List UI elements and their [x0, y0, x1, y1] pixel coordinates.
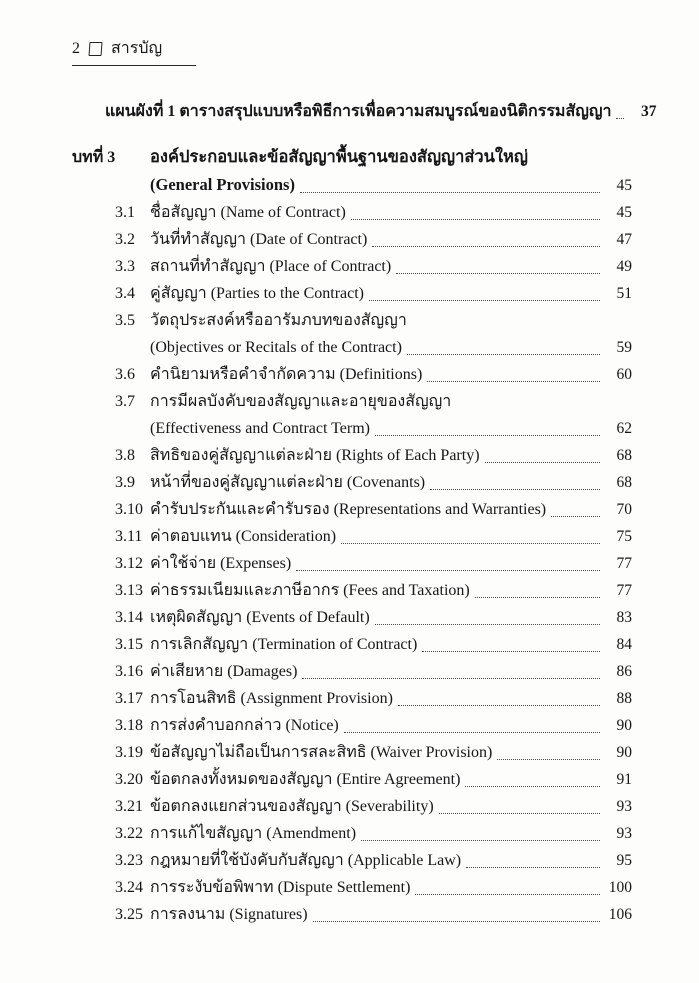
toc-entry-page: 68: [616, 474, 632, 491]
dot-leader: [466, 867, 600, 868]
toc-entry-page: 100: [608, 879, 632, 896]
dot-leader: [398, 705, 600, 706]
toc-entry-text: ค่าเสียหาย (Damages): [150, 663, 298, 680]
toc-entry-text: คู่สัญญา (Parties to the Contract): [150, 285, 365, 302]
toc-entry: [72, 388, 632, 415]
chapter-heading-line2: [72, 171, 632, 199]
dot-leader: [430, 489, 600, 490]
dot-leader: [422, 651, 600, 652]
toc-list: [72, 199, 632, 928]
dot-leader: [415, 894, 600, 895]
toc-entry: [72, 766, 632, 793]
header-row: [72, 40, 632, 66]
toc-entry-number: 3.19: [115, 744, 143, 761]
toc-entry-text: หน้าที่ของคู่สัญญาแต่ละฝ่าย (Covenants): [150, 474, 426, 491]
toc-entry: [72, 739, 632, 766]
toc-entry-number: 3.16: [115, 663, 143, 680]
toc-entry-page: 59: [616, 339, 632, 356]
toc-entry-number: 3.11: [115, 528, 143, 545]
toc-entry-text: ค่าใช้จ่าย (Expenses): [150, 555, 292, 572]
toc-entry: [72, 712, 632, 739]
dot-leader: [396, 273, 600, 274]
header-title: สารบัญ: [111, 40, 163, 57]
toc-entry-text: การโอนสิทธิ (Assignment Provision): [150, 690, 393, 707]
header-page-number: 2: [72, 40, 80, 57]
toc-entry: [72, 199, 632, 226]
toc-entry: [72, 658, 632, 685]
toc-entry-page: 86: [616, 663, 632, 680]
toc-entry-number: 3.24: [115, 879, 143, 896]
toc-entry-number: 3.12: [115, 555, 143, 572]
toc-entry-number: 3.15: [115, 636, 143, 653]
toc-entry: [72, 442, 632, 469]
chapter-title-thai: องค์ประกอบและข้อสัญญาพื้นฐานของสัญญาส่วนใหญ่: [150, 147, 528, 166]
toc-entry-page: 83: [616, 609, 632, 626]
toc-entry: [72, 793, 632, 820]
toc-entry-text: กฎหมายที่ใช้บังคับกับสัญญา (Applicable Law): [150, 852, 462, 869]
dot-leader: [341, 543, 600, 544]
toc-entry-page: 47: [616, 231, 632, 248]
chapter-number-label: บทที่ 3: [72, 149, 116, 166]
toc-entry-page: 93: [616, 825, 632, 842]
dot-leader: [313, 921, 600, 922]
toc-entry-continuation: [72, 415, 632, 442]
toc-entry-number: 3.6: [115, 366, 135, 383]
toc-entry-page: 90: [616, 717, 632, 734]
dot-leader: [375, 624, 600, 625]
toc-entry-text: (Objectives or Recitals of the Contract): [150, 339, 402, 356]
dot-leader: [351, 219, 600, 220]
toc-entry: [72, 550, 632, 577]
toc-entry-text: การลงนาม (Signatures): [150, 906, 308, 923]
toc-entry-page: 62: [616, 420, 632, 437]
dot-leader: [497, 759, 600, 760]
toc-entry: [72, 874, 632, 901]
toc-entry-text: ข้อสัญญาไม่ถือเป็นการสละสิทธิ (Waiver Provision): [150, 744, 493, 761]
dot-leader: [369, 300, 600, 301]
toc-entry-page: 51: [616, 285, 632, 302]
toc-entry-page: 84: [616, 636, 632, 653]
toc-entry-number: 3.21: [115, 798, 143, 815]
toc-entry-number: 3.23: [115, 852, 143, 869]
toc-entry: [72, 280, 632, 307]
chapter-heading: [72, 143, 632, 199]
toc-entry: [72, 901, 632, 928]
dot-leader: [375, 435, 600, 436]
toc-entry-text: การมีผลบังคับของสัญญาและอายุของสัญญา: [150, 393, 452, 410]
toc-entry-text: การระงับข้อพิพาท (Dispute Settlement): [150, 879, 411, 896]
toc-entry-page: 49: [616, 258, 632, 275]
dot-leader: [372, 246, 600, 247]
dot-leader: [296, 570, 600, 571]
toc-entry-page: 95: [616, 852, 632, 869]
dot-leader: [300, 192, 600, 193]
toc-entry-number: 3.18: [115, 717, 143, 734]
toc-entry-text: ข้อตกลงแยกส่วนของสัญญา (Severability): [150, 798, 434, 815]
toc-entry-text: วันที่ทำสัญญา (Date of Contract): [150, 231, 368, 248]
toc-entry-number: 3.9: [115, 474, 135, 491]
toc-entry: [72, 847, 632, 874]
toc-entry: [72, 685, 632, 712]
toc-entry-page: 60: [616, 366, 632, 383]
toc-entry-page: 45: [616, 177, 632, 194]
toc-entry: [72, 361, 632, 388]
dot-leader: [427, 381, 600, 382]
toc-entry-number: 3.17: [115, 690, 143, 707]
toc-entry-text: ค่าตอบแทน (Consideration): [150, 528, 337, 545]
dot-leader: [344, 732, 600, 733]
square-bullet-icon: [89, 42, 103, 56]
toc-entry-number: 3.1: [115, 204, 135, 221]
toc-entry-text: การแก้ไขสัญญา (Amendment): [150, 825, 357, 842]
toc-entry-continuation: [72, 334, 632, 361]
dot-leader: [616, 118, 624, 119]
dot-leader: [439, 813, 600, 814]
toc-entry-text: การส่งคำบอกกล่าว (Notice): [150, 717, 339, 734]
toc-entry-number: 3.7: [115, 393, 135, 410]
toc-entry-text: ข้อตกลงทั้งหมดของสัญญา (Entire Agreement): [150, 771, 461, 788]
toc-entry: [72, 631, 632, 658]
toc-entry-text: แผนผังที่ 1 ตารางสรุปแบบหรือพิธีการเพื่อความสมบูรณ์ของนิติกรรมสัญญา: [105, 103, 612, 120]
toc-entry-text: (Effectiveness and Contract Term): [150, 420, 370, 437]
toc-entry-number: 3.8: [115, 447, 135, 464]
chapter-title-english: (General Provisions): [150, 175, 295, 194]
toc-entry-number: 3.13: [115, 582, 143, 599]
toc-entry-number: 3.3: [115, 258, 135, 275]
toc-entry-text: การเลิกสัญญา (Termination of Contract): [150, 636, 418, 653]
toc-entry-text: คำนิยามหรือคำจำกัดความ (Definitions): [150, 366, 423, 383]
dot-leader: [361, 840, 600, 841]
table-of-contents: [72, 98, 657, 928]
toc-entry-text: สิทธิของคู่สัญญาแต่ละฝ่าย (Rights of Each Party): [150, 447, 480, 464]
toc-entry-page: 88: [616, 690, 632, 707]
dot-leader: [302, 678, 600, 679]
toc-entry: [72, 496, 632, 523]
toc-entry-page: 70: [616, 501, 632, 518]
toc-entry-page: 93: [616, 798, 632, 815]
dot-leader: [485, 462, 600, 463]
toc-entry-text: คำรับประกันและคำรับรอง (Representations and Warranties): [150, 501, 547, 518]
toc-entry-number: 3.25: [115, 906, 143, 923]
toc-entry: [72, 523, 632, 550]
toc-entry-number: 3.20: [115, 771, 143, 788]
toc-entry-text: เหตุผิดสัญญา (Events of Default): [150, 609, 370, 626]
dot-leader: [475, 597, 600, 598]
toc-entry: [72, 469, 632, 496]
toc-entry-number: 3.10: [115, 501, 143, 518]
toc-entry-text: วัตถุประสงค์หรืออารัมภบทของสัญญา: [150, 312, 407, 329]
dot-leader: [465, 786, 600, 787]
toc-entry-page: 77: [616, 582, 632, 599]
toc-entry-number: 3.2: [115, 231, 135, 248]
toc-entry-page: 75: [616, 528, 632, 545]
toc-entry-text: สถานที่ทำสัญญา (Place of Contract): [150, 258, 392, 275]
toc-entry: [72, 577, 632, 604]
toc-entry-number: 3.5: [115, 312, 135, 329]
toc-entry: [72, 307, 632, 334]
toc-entry-page: 90: [616, 744, 632, 761]
toc-entry: [72, 820, 632, 847]
toc-entry: [72, 604, 632, 631]
figure-toc-entry: [72, 98, 657, 125]
toc-entry-page: 77: [616, 555, 632, 572]
toc-entry-page: 68: [616, 447, 632, 464]
toc-entry-page: 37: [640, 103, 657, 120]
chapter-heading-line1: [72, 143, 632, 171]
toc-entry-page: 91: [616, 771, 632, 788]
toc-entry-page: 106: [608, 906, 632, 923]
toc-entry: [72, 226, 632, 253]
running-header: [72, 40, 196, 66]
toc-entry-page: 45: [616, 204, 632, 221]
toc-entry-text: ค่าธรรมเนียมและภาษีอากร (Fees and Taxation): [150, 582, 470, 599]
toc-entry-number: 3.4: [115, 285, 135, 302]
toc-entry: [72, 253, 632, 280]
dot-leader: [551, 516, 600, 517]
toc-entry-text: ชื่อสัญญา (Name of Contract): [150, 204, 346, 221]
toc-entry-number: 3.14: [115, 609, 143, 626]
toc-entry-number: 3.22: [115, 825, 143, 842]
dot-leader: [407, 354, 600, 355]
